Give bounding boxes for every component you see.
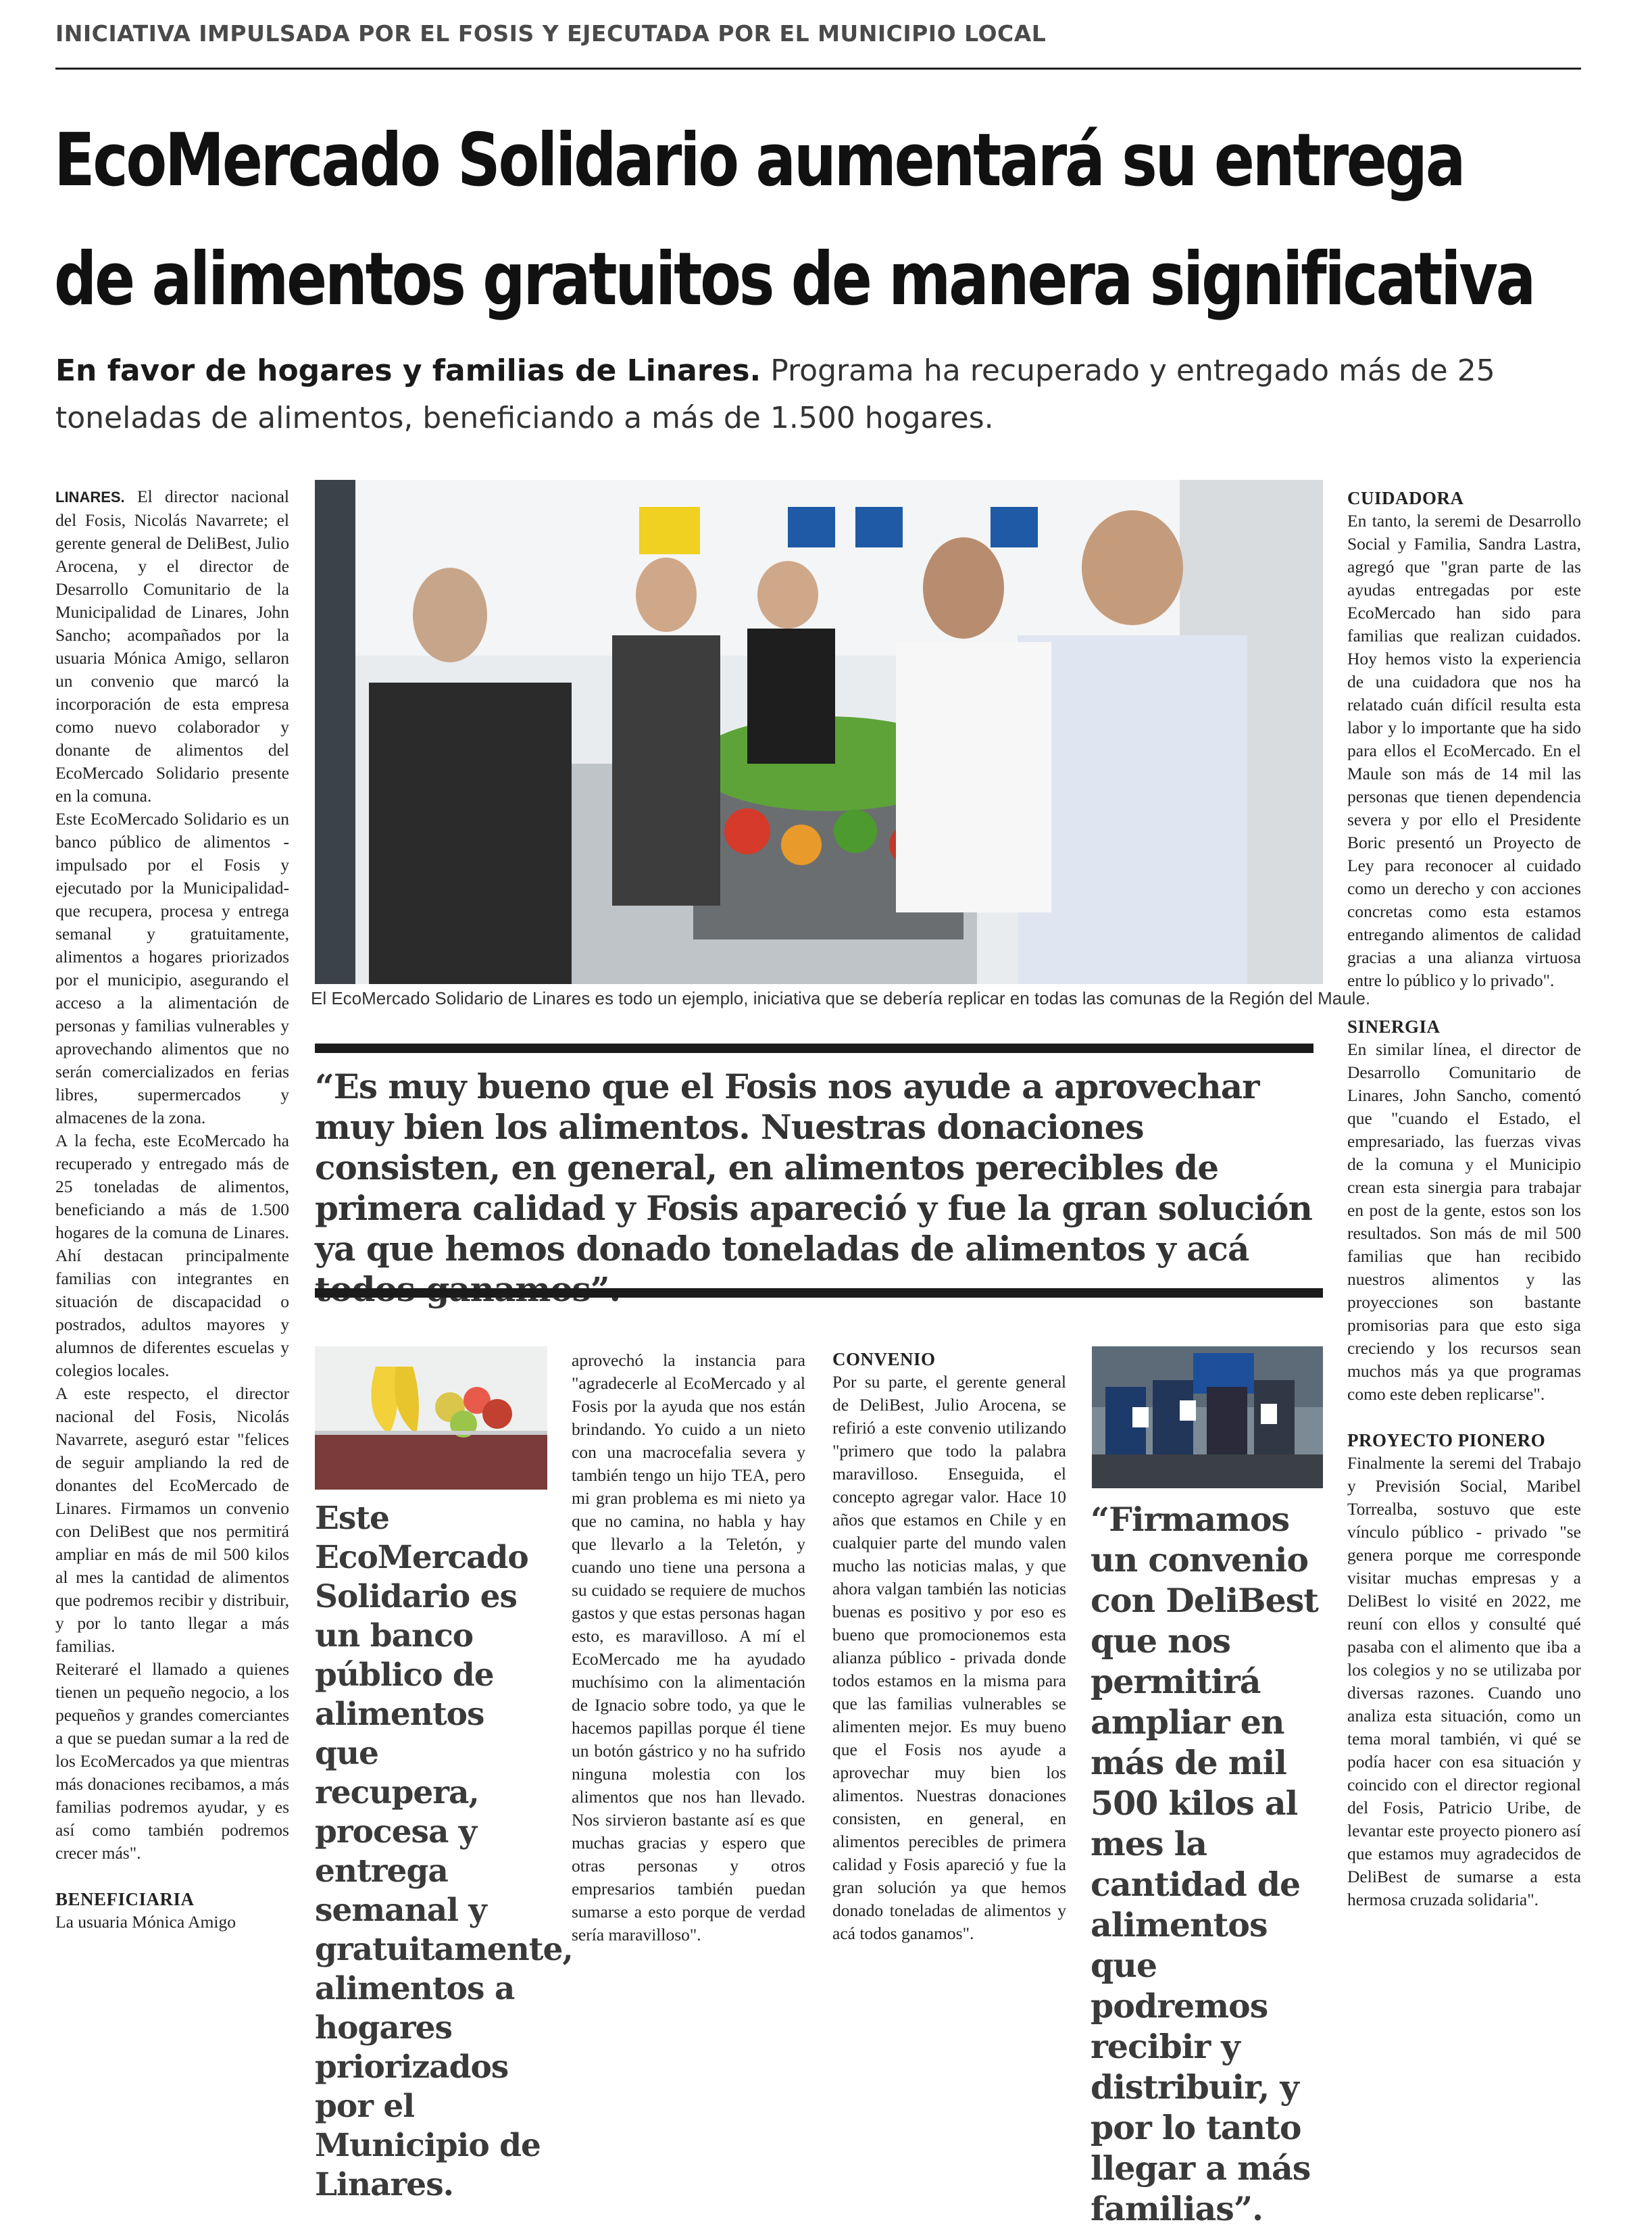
kicker: INICIATIVA IMPULSADA POR EL FOSIS Y EJECUTADA POR EL MUNICIPIO LOCAL — [55, 20, 1047, 47]
deck — [55, 347, 1589, 442]
col1-p1-text: El director nacional del Fosis, Nicolás Navarrete; el gerente general de DeliBest, Julio Arocena, y el director de Desarrollo Comunitario de la Municipalidad de Linares, John Sancho; acompañados por la usuaria Mónica Amigo, sellaron un convenio que marcó la incorporación de esta empresa como nuevo colaborador y donante de alimentos del EcoMercado Solidario presente en la comuna. — [55, 487, 289, 806]
column-5 — [1347, 487, 1581, 1911]
pull-quote-2: “Firmamos un convenio con DeliBest que nos permitirá ampliar en más de mil 500 kilos al mes la cantidad de alimentos que podremos recibir y distribuir, y por lo tanto llegar a más familias”. — [1091, 1500, 1318, 2228]
col1-paragraph-2: Este EcoMercado Solidario es un banco público de alimentos -impulsado por el Fosis y ejecutado por la Municipalidad- que recupera, procesa y entrega semanal y gratuitamente, alimentos a hogares priorizados por el municipio, asegurando el acceso a la alimentación de personas y familias vulnerables y aprovechando alimentos que no serán comercializados en ferias libres, supermercados y almacenes de la zona. — [55, 809, 289, 1127]
highlight-quote: “Es muy bueno que el Fosis nos ayude a aprovechar muy bien los alimentos. Nuestras donaciones consisten, en general, en alimentos perecibles de primera calidad y Fosis apareció y fue la gran solución ya que hemos donado toneladas de alimentos y acá — [315, 1067, 1312, 1269]
signing-ceremony-image — [1092, 1346, 1323, 1488]
subhead-convenio: CONVENIO — [832, 1349, 936, 1369]
subhead-sinergia: SINERGIA — [1347, 1016, 1441, 1037]
col1-paragraph-1 — [55, 485, 289, 808]
fruit-shelf-image — [315, 1346, 547, 1490]
deck-text: Programa ha recuperado y entregado más de 25 toneladas de alimentos, beneficiando a más de 1.500 hogares. — [55, 353, 1495, 435]
photo-caption: El EcoMercado Solidario de Linares es todo un ejemplo, iniciativa que se debería replicar en todas las comunas de la Región del Maule. — [311, 988, 1371, 1008]
headline — [54, 101, 1534, 339]
column-1 — [55, 485, 289, 1934]
subhead-proyecto-pionero: PROYECTO PIONERO — [1347, 1430, 1546, 1450]
col4-paragraph-1: Por su parte, el gerente general de DeliBest, Julio Arocena, se refirió a este convenio utilizando "primero que todo la palabra maravilloso. Enseguida, el concepto agregar valor. Hace 10 años que estamos en Chile y en cualquier parte del mundo valen mucho las noticias malas, y que ahora valgan también las noticias buenas es positivo y por eso es bueno que promocionemos esta alianza público - privada donde todos estamos en la misma para que las familias vulnerables se alimenten mejor. Es muy bueno que el Fosis nos ayude a aprovechar muy bien los alimentos. Nuestras donaciones consisten, en general, en alimentos perecibles de primera calidad y Fosis apareció y fue la gran solución ya que hemos donado toneladas de alimentos y acá todos ganamos". — [832, 1372, 1066, 1943]
col1-paragraph-4: A este respecto, el director nacional del Fosis, Nicolás Navarrete, aseguró estar "felices de seguir ampliando la red de donantes del EcoMercado de Linares. Firmamos un convenio con DeliBest que nos permitirá ampliar en más de mil 500 kilos al mes la cantidad de alimentos que podremos recibir y distribuir, y por lo tanto llegar a más familias. — [55, 1383, 289, 1656]
signing-photo — [1092, 1346, 1323, 1488]
column-4 — [832, 1348, 1066, 1945]
col5-paragraph-3: Finalmente la seremi del Trabajo y Previsión Social, Maribel Torrealba, sostuvo que este vínculo público - privado "se genera porque me corresponde visitar muchas empresas y a DeliBest lo visité en 2022, me reuní con ellos y consulté qué pasaba con el alimento que iba a los colegios y no se utilizaba por diversas razones. Cuando uno analiza esta situación, como un tema moral también, vi qué se podía hacer con esa situación y coincido con el director regional del Fosis, Patricio Uribe, de levantar este proyecto pionero así que estamos muy agradecidos de DeliBest de sumarse a esta hermosa cruzada solidaria". — [1347, 1453, 1581, 1909]
quote-bottom-bar — [315, 1288, 1323, 1298]
market-scene-image — [315, 480, 1323, 984]
pull-quote-1: Este EcoMercado Solidario es un banco público de alimentos que recupera, procesa y entrega semanal y gratuitamente, alimentos a hogares priorizados por el Municipio de Linares. — [315, 1500, 573, 2203]
col1-paragraph-3: A la fecha, este EcoMercado ha recuperado y entregado más de 25 toneladas de alimentos, beneficiando a más de 1.500 hogares de la comuna de Linares. Ahí destacan principalmente familias con integrantes en situación de discapacidad o postrados, adultos mayores y alumnos de diferentes escuelas y colegios locales. — [55, 1131, 289, 1380]
col5-paragraph-1: En tanto, la seremi de Desarrollo Social y Familia, Sandra Lastra, agregó que "gran parte de las ayudas entregadas por este EcoMercado han sido para familias que realizan cuidados. Hoy hemos visto la experiencia de una cuidadora que nos ha relatado cuán difícil resulta esta labor y lo importante que ha sido para ellos el EcoMercado. En el Maule son más de 14 mil las personas que tienen dependencia severa y por ello el Presidente Boric presentó un Proyecto de Ley para reconocer al cuidado como un derecho y con acciones concretas como esta estamos entregando alimentos de calidad gracias a una alianza virtuosa entre lo público y lo privado". — [1347, 511, 1581, 990]
headline-line-1: EcoMercado Solidario aumentará su entrega — [54, 118, 1464, 203]
fruit-photo — [315, 1346, 547, 1490]
dateline: LINARES. — [55, 489, 125, 506]
headline-line-2: de alimentos gratuitos de manera significativa — [54, 237, 1534, 322]
subhead-cuidadora: CUIDADORA — [1347, 488, 1464, 508]
deck-bold: En favor de hogares y familias de Linares. — [55, 353, 761, 388]
main-photo — [315, 480, 1323, 984]
top-rule — [55, 68, 1581, 70]
subhead-beneficiaria: BENEFICIARIA — [55, 1889, 195, 1909]
column-3 — [572, 1349, 805, 1946]
col1-paragraph-5: Reiteraré el llamado a quienes tienen un pequeño negocio, a los pequeños y grandes comerciantes a que se puedan sumar a la red de los EcoMercados ya que mientras más donaciones recibamos, a más familias podremos ayudar, y es así como también podremos crecer más". — [55, 1659, 289, 1863]
col3-paragraph-1: aprovechó la instancia para "agradecerle al EcoMercado y al Fosis por la ayuda que nos están brindando. Yo cuido a un nieto con una macrocefalia severa y también tengo un hijo TEA, pero mi gran problema es mi nieto ya que no camina, no habla y hay que llevarlo a la Teletón, y cuando uno tiene una persona a su cuidado se requiere de muchos gastos y que estas personas hagan esto, es maravilloso. A mí el EcoMercado me ha ayudado muchísimo con la alimentación de Ignacio sobre todo, ya que le hacemos papillas porque él tiene un botón gástrico y no ha sufrido ninguna molestia con los alimentos que nos han llevado. Nos sirvieron bastante así es que muchas gracias y espero que otras personas y otros empresarios también puedan sumarse a esto porque de verdad sería maravilloso". — [572, 1350, 805, 1944]
col1-paragraph-6: La usuaria Mónica Amigo — [55, 1912, 236, 1932]
col5-paragraph-2: En similar línea, el director de Desarrollo Comunitario de Linares, John Sancho, comentó que "cuando el Estado, el empresariado, las fuerzas vivas de la comuna y el Municipio crean esta sinergia para trabajar en post de la gente, estos son los resultados. Son más de mil 500 familias que han recibido nuestros alimentos y las proyecciones son bastante promisorias para que esto siga creciendo y los recursos sean muchos más ya que programas como este deben replicarse". — [1347, 1039, 1581, 1404]
quote-top-bar — [315, 1044, 1313, 1053]
